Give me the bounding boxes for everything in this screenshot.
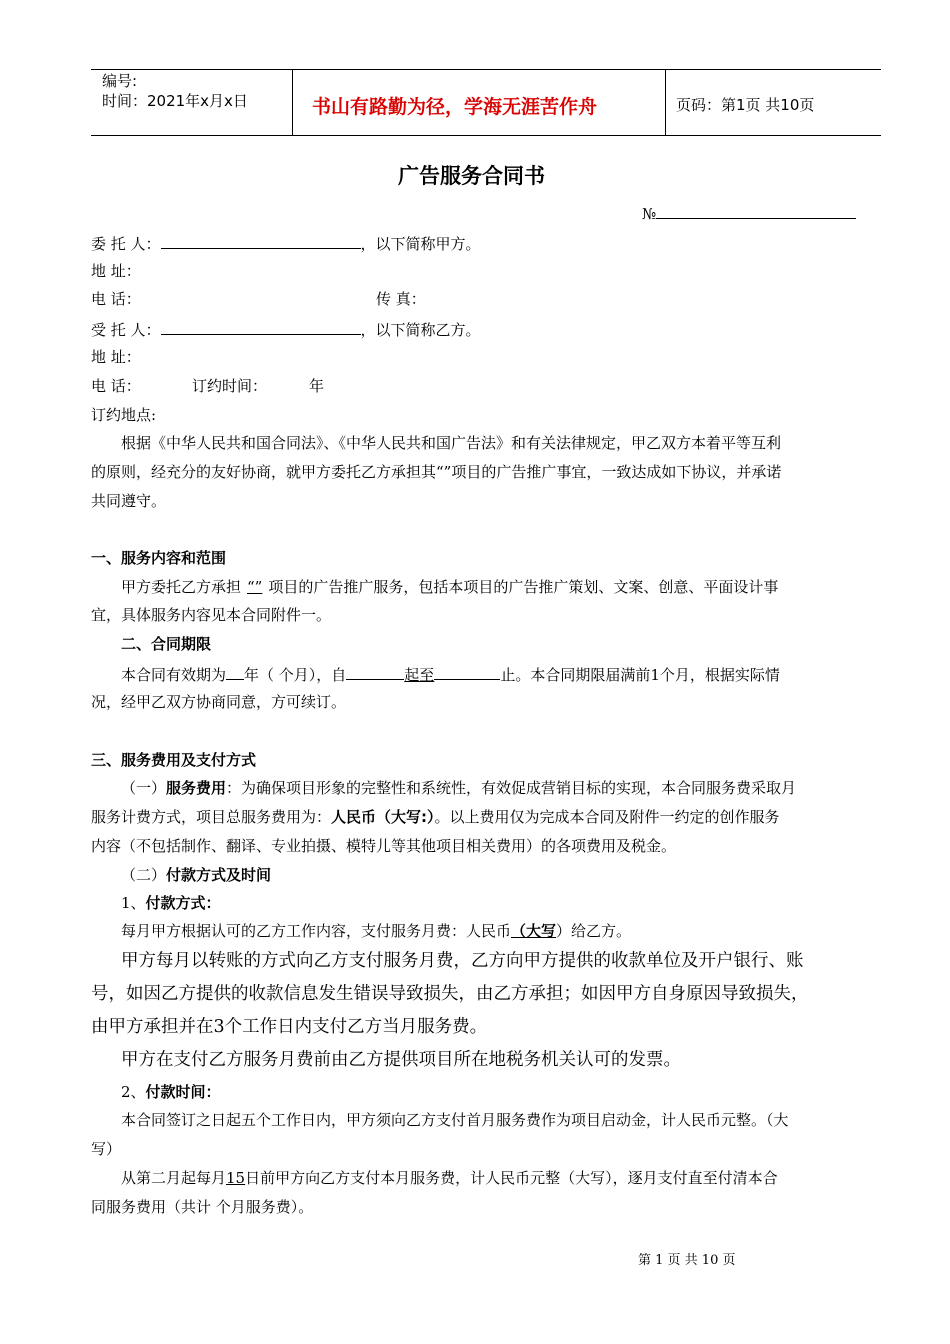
item1-text-b: ）给乙方。 <box>556 922 632 940</box>
item2-line-3 <box>121 1168 778 1188</box>
header-bottom-border <box>91 135 881 136</box>
contract-number-blank[interactable] <box>656 202 856 219</box>
client-fax-label: 传 真： <box>376 290 426 308</box>
section2-line-2: 况，经甲乙双方协商同意，方可续订。 <box>91 693 347 711</box>
document-title: 广告服务合同书 <box>398 164 545 188</box>
header-divider-left <box>292 69 293 136</box>
agent-label: 受 托 人： <box>91 321 161 339</box>
section2-text-d: 止。本合同期限届满前1个月，根据实际情 <box>500 666 780 684</box>
item1-heading <box>121 893 221 913</box>
payment-day: 15 <box>226 1169 246 1187</box>
header-page-label: 页码：第1页 共10页 <box>676 96 815 114</box>
section1-line-2: 宜，具体服务内容见本合同附件一。 <box>91 606 332 624</box>
transfer-line-3: 由甲方承担并在3个工作日内支付乙方当月服务费。 <box>91 1017 488 1037</box>
term-years-blank[interactable] <box>226 663 244 680</box>
transfer-line-2: 号，如因乙方提供的收款信息发生错误导致损失，由乙方承担；如因甲方自身原因导致损失， <box>91 984 809 1004</box>
contract-number <box>642 202 856 224</box>
sign-year-label: 年 <box>309 377 325 395</box>
section2-heading: 二、合同期限 <box>121 635 212 653</box>
section3-p1-line-2 <box>91 807 780 827</box>
item2-line3-text-a: 从第二月起每月 <box>121 1169 227 1187</box>
agent-phone-label: 电 话： <box>91 377 141 395</box>
agent-blank[interactable] <box>161 318 361 335</box>
client-suffix: ，以下简称甲方。 <box>360 235 481 253</box>
intro-line-2: 的原则，经充分的友好协商，就甲方委托乙方承担其“”项目的广告推广事宜，一致达成如下协议，并承诺 <box>91 463 782 481</box>
item2-line-1: 本合同签订之日起五个工作日内，甲方须向乙方支付首月服务费作为项目启动金，计人民币元整。（大 <box>121 1111 789 1129</box>
section1-line-1 <box>121 577 778 597</box>
agent-row <box>91 318 481 340</box>
item2-bold-label: 付款时间： <box>145 1083 221 1101</box>
section2-text-a: 本合同有效期为 <box>121 666 227 684</box>
sign-time-label: 订约时间： <box>192 377 268 395</box>
header-number-label: 编号: <box>102 72 138 90</box>
invoice-line: 甲方在支付乙方服务月费前由乙方提供项目所在地税务机关认可的发票。 <box>121 1050 681 1070</box>
item2-index: 2、 <box>121 1083 146 1101</box>
sign-place-label: 订约地点: <box>91 406 157 424</box>
header-divider-right <box>665 69 666 136</box>
item2-line-4: 同服务费用（共计 个月服务费）。 <box>91 1198 314 1216</box>
p1-line2-text-a: 服务计费方式，项目总服务费用为： <box>91 808 332 826</box>
section1-project-quote: “” <box>247 578 263 596</box>
p1-index: （一） <box>121 779 167 797</box>
p1-bold-label: 服务费用 <box>166 779 227 797</box>
p1-line2-text-b: 。以上费用仅为完成本合同及附件一约定的创作服务 <box>434 808 780 826</box>
agent-suffix: ，以下简称乙方。 <box>360 321 481 339</box>
client-blank[interactable] <box>161 232 361 249</box>
section3-heading: 三、服务费用及支付方式 <box>91 751 257 769</box>
p1-text: ：为确保项目形象的完整性和系统性，有效促成营销目标的实现，本合同服务费采取月 <box>226 779 797 797</box>
section2-text-c: 起至 <box>404 666 435 684</box>
intro-line-1: 根据《中华人民共和国合同法》、《中华人民共和国广告法》和有关法律规定，甲乙双方本着平等互利 <box>121 434 782 452</box>
item2-heading <box>121 1082 221 1102</box>
section2-text-b: 年（ 个月），自 <box>244 666 347 684</box>
intro-line-3: 共同遵守。 <box>91 492 167 510</box>
client-address-label: 地 址： <box>91 262 141 280</box>
item2-line3-text-b: 日前甲方向乙方支付本月服务费，计人民币元整（大写），逐月支付直至付清本合 <box>245 1169 778 1187</box>
client-row <box>91 232 481 254</box>
item1-text-a: 每月甲方根据认可的乙方工作内容，支付服务月费：人民币 <box>121 922 512 940</box>
item1-bold-label: 付款方式： <box>145 894 221 912</box>
section1-text-b: 项目的广告推广服务，包括本项目的广告推广策划、文案、创意、平面设计事 <box>268 578 779 596</box>
item2-line-2: 写） <box>91 1140 122 1158</box>
section3-p1-line-3: 内容（不包括制作、翻译、专业拍摄、模特儿等其他项目相关费用）的各项费用及税金。 <box>91 837 677 855</box>
transfer-line-1: 甲方每月以转账的方式向乙方支付服务月费，乙方向甲方提供的收款单位及开户银行、账 <box>121 951 804 971</box>
p1-line2-bold-amount: 人民币（大写:） <box>331 808 435 826</box>
section3-p1-line-1 <box>121 778 796 798</box>
section1-heading: 一、服务内容和范围 <box>91 549 227 567</box>
item1-bold-amount: （大写 <box>511 922 557 940</box>
item1-line <box>121 921 631 941</box>
page-footer: 第 1 页 共 10 页 <box>638 1253 736 1268</box>
contract-number-label: № <box>642 205 657 223</box>
client-label: 委 托 人： <box>91 235 161 253</box>
header-top-border <box>91 69 881 70</box>
section2-line-1 <box>121 663 780 685</box>
p2-bold-label: 付款方式及时间 <box>166 866 272 884</box>
header-motto: 书山有路勤为径，学海无涯苦作舟 <box>312 96 598 118</box>
end-date-blank[interactable] <box>434 663 500 680</box>
header-time-label: 时间：2021年x月x日 <box>102 92 248 110</box>
item1-index: 1、 <box>121 894 146 912</box>
section3-p2-heading <box>121 865 271 885</box>
agent-address-label: 地 址： <box>91 348 141 366</box>
client-phone-label: 电 话： <box>91 290 141 308</box>
start-date-blank[interactable] <box>346 663 404 680</box>
section1-text-a: 甲方委托乙方承担 <box>121 578 242 596</box>
p2-index: （二） <box>121 866 167 884</box>
